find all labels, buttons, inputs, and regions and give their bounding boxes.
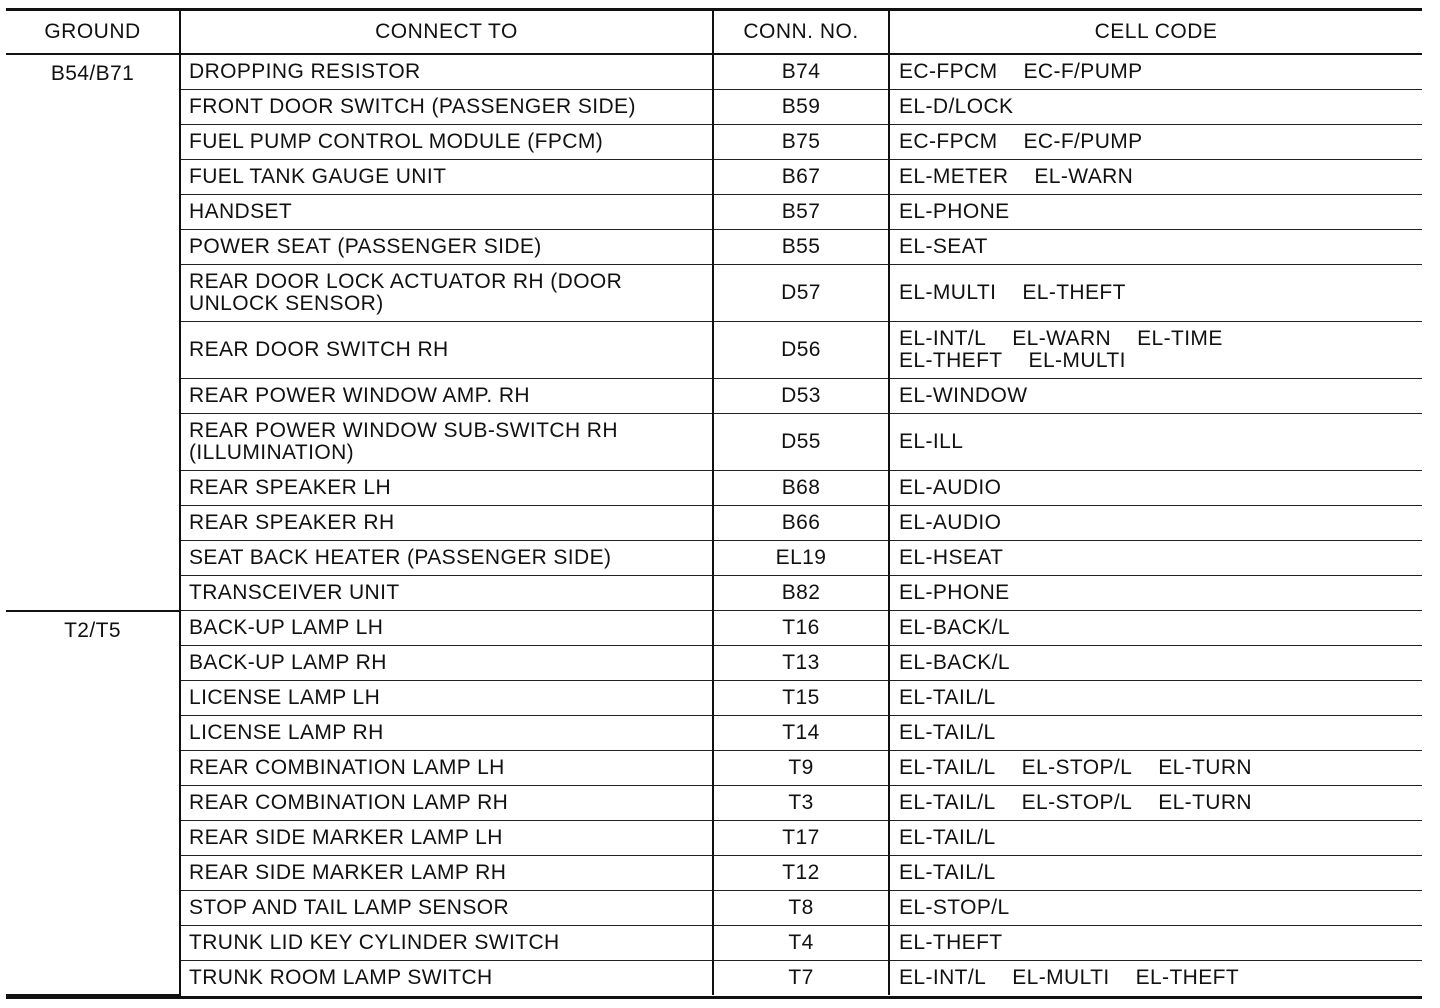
cell-code-cell [889,506,1422,541]
connect-to-cell [180,961,713,996]
cell-code: EL-STOP/L [899,896,1010,919]
cell-code-cell [889,471,1422,506]
connect-to-text: REAR POWER WINDOW SUB-SWITCH RH [189,419,618,442]
cell-code-cell [889,856,1422,891]
cell-code: EL-THEFT [1022,281,1126,304]
connect-to-text: POWER SEAT (PASSENGER SIDE) [189,235,542,258]
connector-number: D57 [713,265,889,322]
connect-to-text: TRUNK ROOM LAMP SWITCH [189,966,493,989]
connect-to-cell [180,576,713,611]
connect-to-cell [180,751,713,786]
cell-code: EL-TAIL/L [899,686,996,709]
cell-code-line [899,722,1422,744]
cell-code-cell [889,54,1422,90]
header-connect-to: CONNECT TO [180,11,713,54]
cell-code: EL-STOP/L [1021,756,1133,779]
cell-code: EL-BACK/L [899,651,1010,674]
cell-code-line [899,547,1422,569]
connect-to-text: REAR SIDE MARKER LAMP LH [189,826,503,849]
cell-code: EL-TURN [1158,756,1252,779]
connect-to-text: REAR COMBINATION LAMP RH [189,791,509,814]
cell-code: EL-TURN [1158,791,1252,814]
cell-code-line [899,827,1422,849]
cell-code-line [899,617,1422,639]
header-cell-code: CELL CODE [889,11,1422,54]
cell-code-cell [889,414,1422,471]
cell-code-cell [889,576,1422,611]
table-row [6,195,1422,230]
connector-number: B66 [713,506,889,541]
table-row [6,265,1422,322]
cell-code-cell [889,891,1422,926]
ground-point: B54/B71 [6,54,180,611]
cell-code: EL-TAIL/L [899,861,996,884]
connector-number: T16 [713,611,889,646]
connector-number: T7 [713,961,889,996]
cell-code: EL-PHONE [899,200,1010,223]
cell-code: EL-TAIL/L [899,721,996,744]
ground-distribution-sheet [6,8,1422,999]
connect-to-text: (ILLUMINATION) [189,441,355,464]
connector-number: D53 [713,379,889,414]
cell-code-line [899,166,1422,188]
cell-code: EL-D/LOCK [899,95,1014,118]
connector-number: B57 [713,195,889,230]
connect-to-text: REAR SPEAKER LH [189,476,392,499]
connect-to-text: FRONT DOOR SWITCH (PASSENGER SIDE) [189,95,636,118]
table-row [6,891,1422,926]
cell-code-line [899,328,1422,350]
cell-code-line [899,792,1422,814]
cell-code: EL-TAIL/L [899,791,996,814]
cell-code-line [899,652,1422,674]
cell-code-line [899,61,1422,83]
cell-code: EL-WARN [1034,165,1134,188]
cell-code-line [899,477,1422,499]
table-row [6,90,1422,125]
cell-code-cell [889,716,1422,751]
cell-code-line [899,431,1422,453]
cell-code: EL-ILL [899,430,964,453]
cell-code-line [899,96,1422,118]
connect-to-cell [180,160,713,195]
cell-code-line [899,385,1422,407]
connector-number: T15 [713,681,889,716]
cell-code-cell [889,926,1422,961]
cell-code-cell [889,379,1422,414]
cell-code-cell [889,195,1422,230]
table-row [6,716,1422,751]
table-row [6,379,1422,414]
cell-code-line [899,862,1422,884]
cell-code: EL-MULTI [899,281,997,304]
connect-to-cell [180,322,713,379]
cell-code: EC-F/PUMP [1023,60,1143,83]
cell-code-line [899,582,1422,604]
connect-to-text: SEAT BACK HEATER (PASSENGER SIDE) [189,546,612,569]
table-row [6,54,1422,90]
connect-to-text: REAR SIDE MARKER LAMP RH [189,861,507,884]
connect-to-text: FUEL PUMP CONTROL MODULE (FPCM) [189,130,604,153]
cell-code: EL-STOP/L [1021,791,1133,814]
connect-to-cell [180,414,713,471]
cell-code: EL-AUDIO [899,476,1002,499]
cell-code-line [899,131,1422,153]
connector-number: T4 [713,926,889,961]
connect-to-text: REAR COMBINATION LAMP LH [189,756,505,779]
cell-code-cell [889,90,1422,125]
connect-to-cell [180,230,713,265]
cell-code-cell [889,751,1422,786]
connector-number: T3 [713,786,889,821]
table-row [6,961,1422,996]
table-row [6,506,1422,541]
connector-number: T13 [713,646,889,681]
cell-code-cell [889,265,1422,322]
cell-code: EL-TAIL/L [899,756,996,779]
cell-code: EL-THEFT [899,349,1003,372]
cell-code-cell [889,230,1422,265]
connect-to-cell [180,716,713,751]
cell-code: EC-F/PUMP [1023,130,1143,153]
connect-to-text: STOP AND TAIL LAMP SENSOR [189,896,510,919]
connect-to-text: REAR DOOR LOCK ACTUATOR RH (DOOR [189,270,623,293]
connect-to-cell [180,265,713,322]
connector-number: B67 [713,160,889,195]
connector-number: D55 [713,414,889,471]
table-row [6,322,1422,379]
cell-code-cell [889,160,1422,195]
connector-number: T8 [713,891,889,926]
connect-to-text: REAR DOOR SWITCH RH [189,338,449,361]
connect-to-cell [180,195,713,230]
ground-point: T2/T5 [6,611,180,996]
cell-code-line [899,512,1422,534]
connect-to-text: TRUNK LID KEY CYLINDER SWITCH [189,931,560,954]
connect-to-text: LICENSE LAMP RH [189,721,384,744]
table-row [6,751,1422,786]
cell-code-cell [889,646,1422,681]
table-row [6,926,1422,961]
connect-to-text: BACK-UP LAMP RH [189,651,387,674]
table-body [6,54,1422,995]
table-row [6,681,1422,716]
connect-to-cell [180,681,713,716]
cell-code: EL-MULTI [1012,966,1110,989]
cell-code: EC-FPCM [899,60,998,83]
cell-code: EL-AUDIO [899,511,1002,534]
cell-code-line [899,282,1422,304]
cell-code: EL-THEFT [899,931,1003,954]
connector-number: B82 [713,576,889,611]
table-row [6,646,1422,681]
connect-to-text: LICENSE LAMP LH [189,686,381,709]
table-row [6,541,1422,576]
cell-code: EL-TIME [1137,327,1223,350]
header-conn-no: CONN. NO. [713,11,889,54]
header-ground: GROUND [6,11,180,54]
connector-number: T9 [713,751,889,786]
cell-code: EL-INT/L [899,327,987,350]
cell-code-line [899,932,1422,954]
table-header-row [6,11,1422,54]
cell-code-cell [889,681,1422,716]
connector-number: T12 [713,856,889,891]
cell-code-line [899,757,1422,779]
connector-number: D56 [713,322,889,379]
connector-number: B74 [713,54,889,90]
connector-number: T17 [713,821,889,856]
ground-connector-table [6,11,1422,996]
connect-to-text: UNLOCK SENSOR) [189,292,384,315]
cell-code: EL-PHONE [899,581,1010,604]
connect-to-text: BACK-UP LAMP LH [189,616,384,639]
connector-number: B55 [713,230,889,265]
table-row [6,160,1422,195]
table-row [6,230,1422,265]
cell-code: EL-WINDOW [899,384,1028,407]
table-row [6,414,1422,471]
cell-code-line [899,201,1422,223]
connect-to-text: REAR SPEAKER RH [189,511,395,534]
connect-to-cell [180,541,713,576]
cell-code-cell [889,611,1422,646]
connect-to-text: FUEL TANK GAUGE UNIT [189,165,447,188]
cell-code-cell [889,541,1422,576]
table-row [6,786,1422,821]
connect-to-cell [180,856,713,891]
connect-to-cell [180,471,713,506]
cell-code: EL-THEFT [1135,966,1240,989]
connect-to-cell [180,125,713,160]
cell-code-line [899,967,1422,989]
table-row [6,125,1422,160]
table-row [6,611,1422,646]
connect-to-cell [180,379,713,414]
cell-code-cell [889,125,1422,160]
connector-number: B68 [713,471,889,506]
cell-code-cell [889,786,1422,821]
connector-number: EL19 [713,541,889,576]
cell-code: EL-TAIL/L [899,826,996,849]
connect-to-cell [180,891,713,926]
connect-to-cell [180,90,713,125]
cell-code: EL-BACK/L [899,616,1010,639]
cell-code: EL-INT/L [899,966,987,989]
connector-number: B75 [713,125,889,160]
connect-to-cell [180,646,713,681]
cell-code: EL-HSEAT [899,546,1004,569]
cell-code-cell [889,322,1422,379]
connect-to-cell [180,54,713,90]
cell-code-line [899,897,1422,919]
cell-code: EL-MULTI [1028,349,1126,372]
cell-code-cell [889,961,1422,996]
table-row [6,821,1422,856]
cell-code: EL-SEAT [899,235,988,258]
connect-to-cell [180,926,713,961]
cell-code-cell [889,821,1422,856]
connect-to-cell [180,786,713,821]
connect-to-cell [180,611,713,646]
connect-to-text: TRANSCEIVER UNIT [189,581,400,604]
cell-code: EL-WARN [1012,327,1112,350]
cell-code-line [899,687,1422,709]
cell-code: EC-FPCM [899,130,998,153]
connect-to-text: DROPPING RESISTOR [189,60,421,83]
connect-to-cell [180,506,713,541]
connect-to-text: HANDSET [189,200,293,223]
cell-code-line [899,350,1422,372]
connect-to-text: REAR POWER WINDOW AMP. RH [189,384,530,407]
cell-code: EL-METER [899,165,1009,188]
table-row [6,471,1422,506]
table-row [6,576,1422,611]
connector-number: B59 [713,90,889,125]
table-row [6,856,1422,891]
connector-number: T14 [713,716,889,751]
connect-to-cell [180,821,713,856]
cell-code-line [899,236,1422,258]
